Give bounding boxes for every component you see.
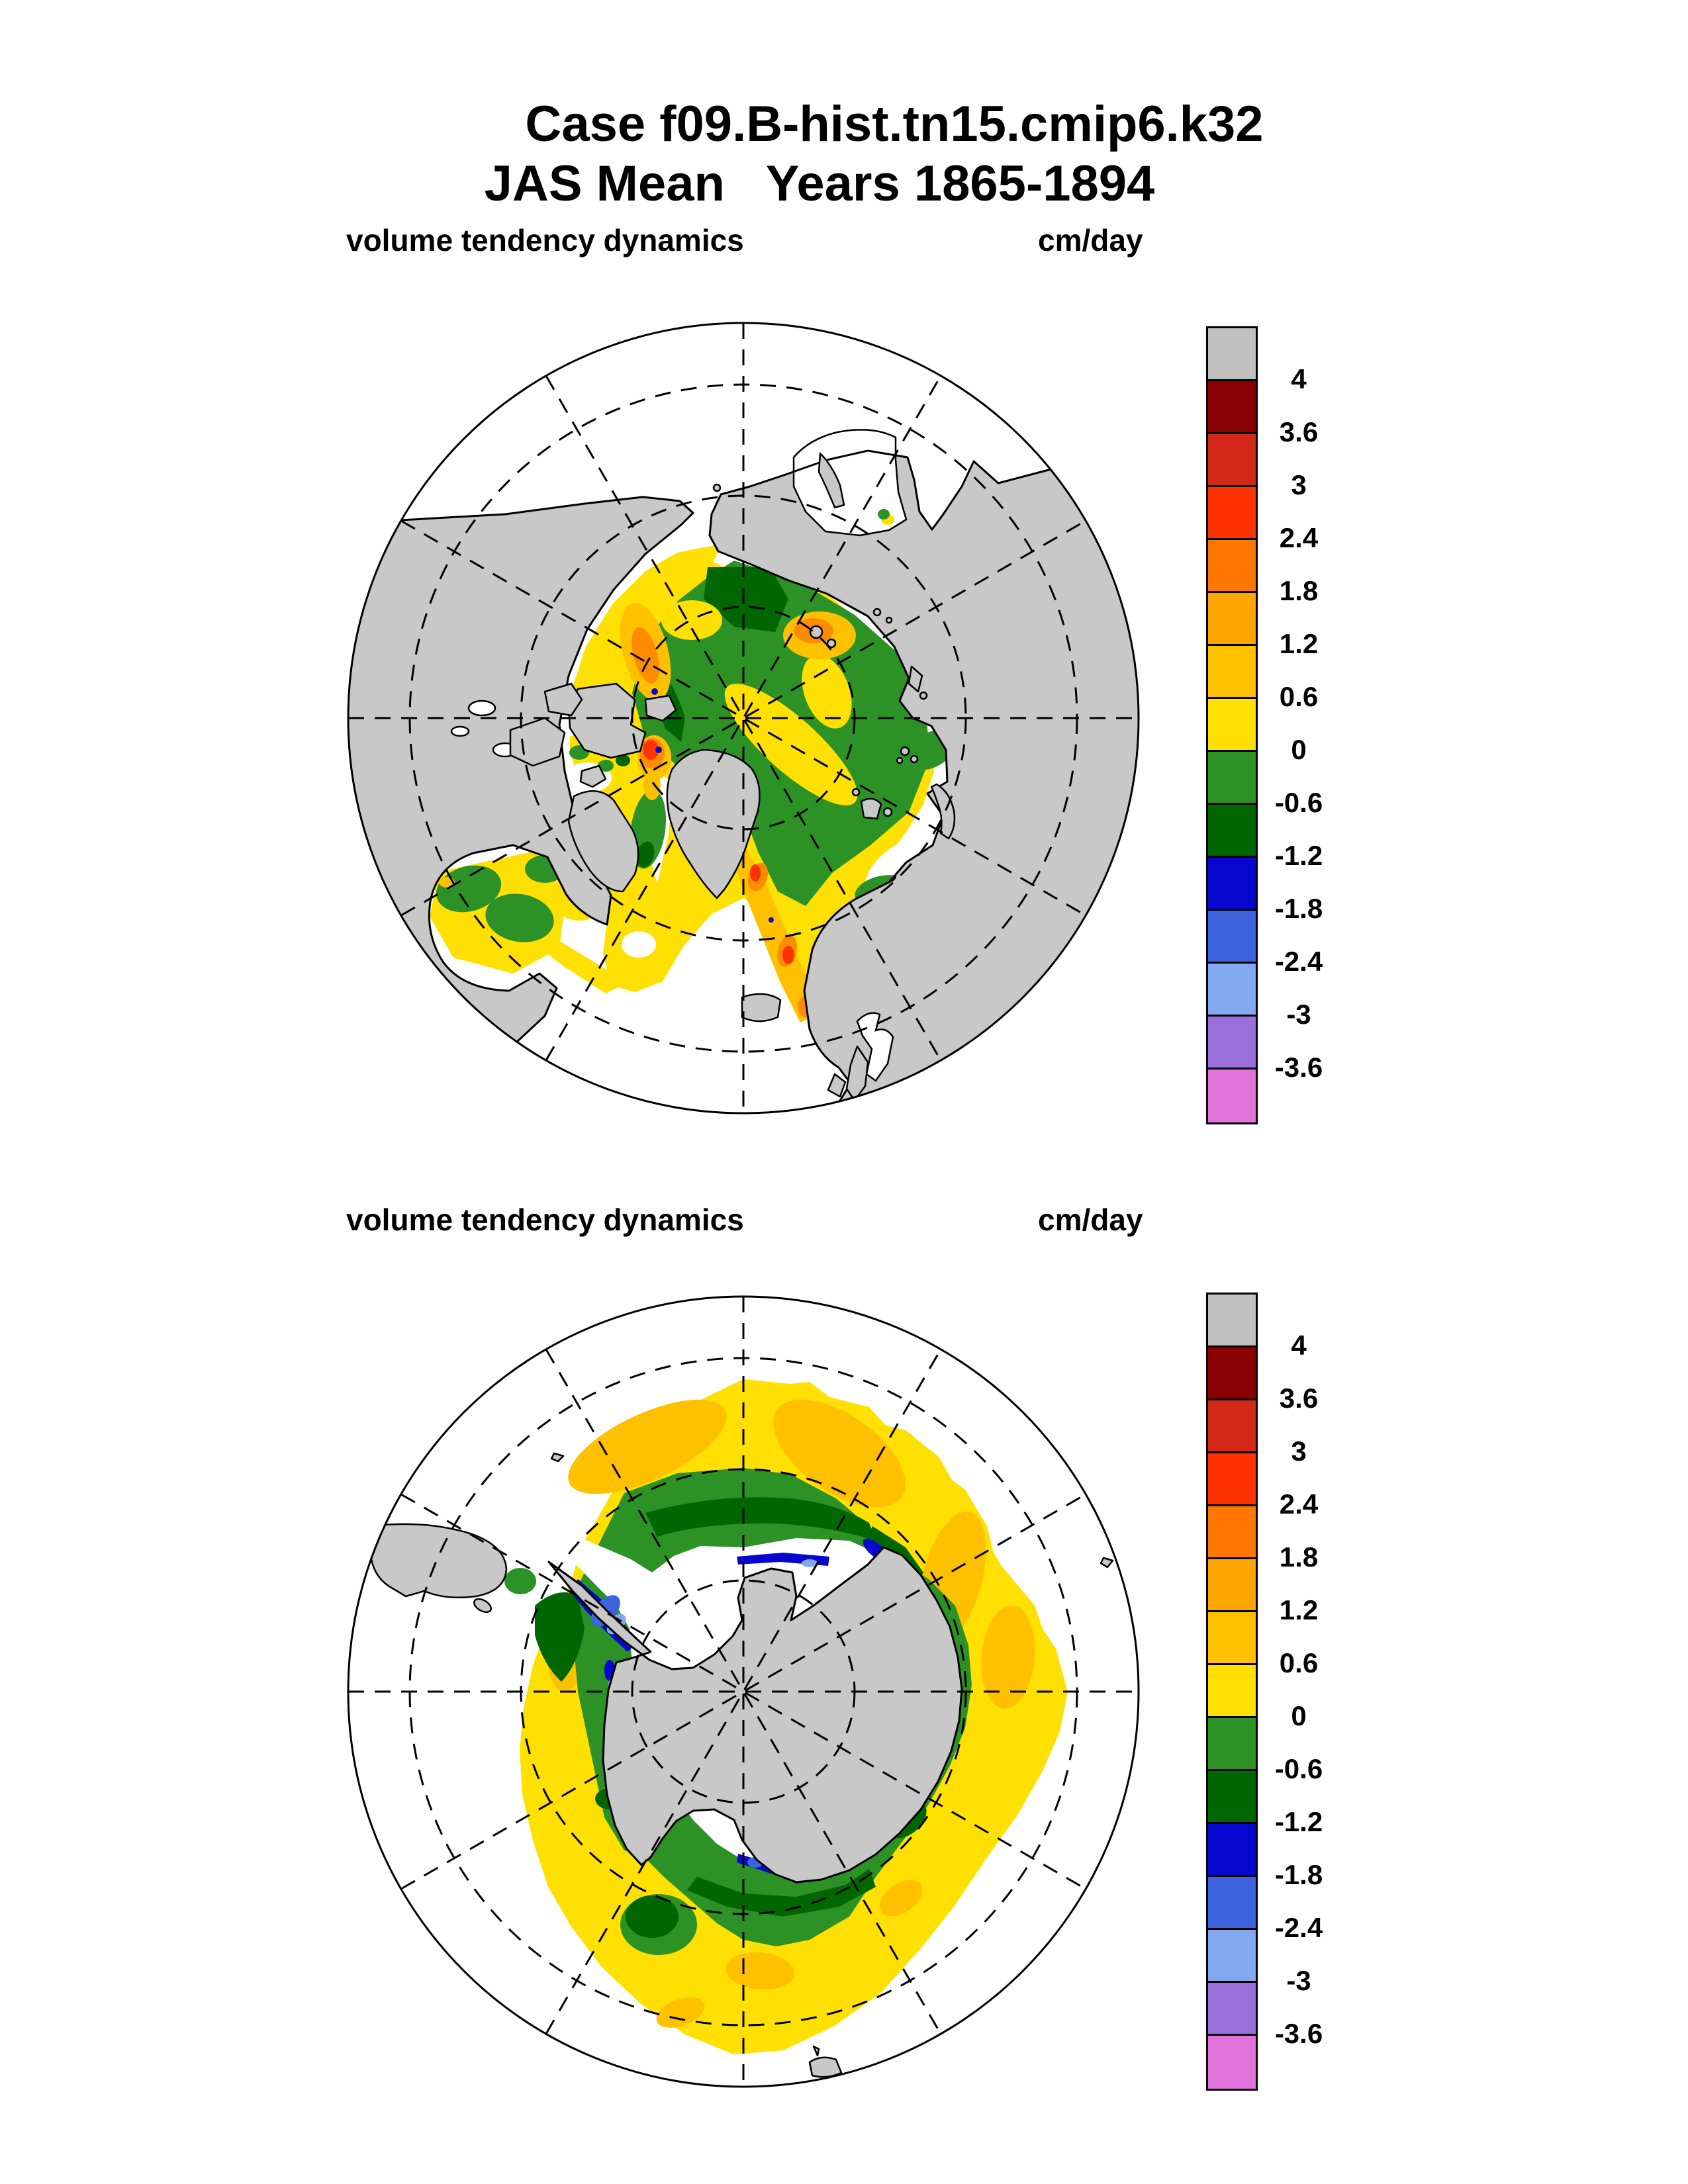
colorbar-south-labels <box>1252 1293 1345 2091</box>
colorbar-tick-label: 0 <box>1291 734 1307 765</box>
colorbar-south <box>1206 1293 1258 2091</box>
lake <box>469 701 495 715</box>
colorbar-cell <box>1208 752 1256 805</box>
colorbar-cell <box>1208 1930 1256 1983</box>
colorbar-tick-label: 1.2 <box>1279 628 1319 659</box>
svalbard-islet <box>884 808 892 816</box>
tasmania <box>810 2058 841 2077</box>
colorbar-cell <box>1208 964 1256 1017</box>
colorbar-tick-label: 0 <box>1291 1700 1307 1731</box>
colorbar-cell <box>1208 1506 1256 1559</box>
colorbar-cell <box>1208 1771 1256 1824</box>
south-polar-map <box>346 1295 1141 2089</box>
baffin-gold-tail <box>643 771 661 800</box>
colorbar-tick-label: -3 <box>1286 1965 1311 1996</box>
colorbar-tick-label: 2.4 <box>1279 1488 1319 1520</box>
se-greenland-red <box>750 864 761 882</box>
colorbar-tick-label: 0.6 <box>1279 681 1319 712</box>
colorbar-cell <box>1208 911 1256 964</box>
panel2-units-label: cm/day <box>1038 1203 1143 1237</box>
colorbar-cell <box>1208 1069 1256 1122</box>
yellow-notch <box>661 600 722 640</box>
colorbar-cell <box>1208 487 1256 540</box>
colorbar-tick-label: 4 <box>1291 1330 1307 1361</box>
panel1-variable-label: volume tendency dynamics <box>346 223 744 257</box>
colorbar-tick-label: -0.6 <box>1274 787 1323 818</box>
colorbar-cell <box>1208 1718 1256 1771</box>
blue-speck <box>769 917 774 923</box>
colorbar-cell <box>1208 1295 1256 1347</box>
new-siberian-islands <box>886 617 892 623</box>
colorbar-cell <box>1208 858 1256 911</box>
colorbar-cell <box>1208 540 1256 593</box>
colorbar-cell <box>1208 1665 1256 1718</box>
north-polar-map <box>346 321 1141 1115</box>
colorbar-cell <box>1208 434 1256 487</box>
davis-strait-white <box>622 931 656 958</box>
colorbar-cell <box>1208 593 1256 646</box>
colorbar-tick-label: -1.2 <box>1274 1806 1323 1837</box>
colorbar-north-labels <box>1252 326 1345 1124</box>
okhotsk-ice-green <box>878 509 890 520</box>
south-map-layers <box>348 1297 1139 2087</box>
colorbar-cell <box>1208 381 1256 434</box>
colorbar-tick-label: -1.2 <box>1274 840 1323 871</box>
iceland <box>742 994 780 1021</box>
lake <box>451 727 469 736</box>
north-map-layers <box>348 322 1139 1115</box>
franz-josef-land <box>901 747 909 755</box>
colorbar-cell <box>1208 1824 1256 1877</box>
colorbar-cell <box>1208 1453 1256 1506</box>
colorbar-tick-label: 3.6 <box>1279 416 1319 447</box>
wrangel-island <box>810 626 822 638</box>
colorbar-north <box>1206 326 1258 1124</box>
colorbar-cell <box>1208 805 1256 858</box>
colorbar-tick-label: -3.6 <box>1274 1052 1323 1083</box>
blue-speck <box>655 747 662 753</box>
colorbar-tick-label: 1.8 <box>1279 1541 1319 1572</box>
colorbar-cell <box>1208 1017 1256 1069</box>
colorbar-tick-label: 1.2 <box>1279 1594 1319 1625</box>
svalbard-islet <box>853 789 859 796</box>
colorbar-cell <box>1208 2036 1256 2089</box>
colorbar-tick-label: -1.8 <box>1274 1859 1323 1890</box>
panel1-units-label: cm/day <box>1038 223 1143 257</box>
colorbar-tick-label: 0.6 <box>1279 1647 1319 1678</box>
page-subtitle: JAS Mean Years 1865-1894 <box>484 156 1155 212</box>
franz-josef-land <box>897 758 902 763</box>
colorbar-tick-label: -1.8 <box>1274 893 1323 924</box>
colorbar-tick-label: -2.4 <box>1274 1912 1323 1943</box>
colorbar-tick-label: 3.6 <box>1279 1383 1319 1414</box>
green-islet-blob <box>504 1568 536 1594</box>
colorbar-tick-label: 2.4 <box>1279 522 1319 553</box>
colorbar-tick-label: 3 <box>1291 1435 1307 1467</box>
franz-josef-land <box>911 756 917 762</box>
panel2-variable-label: volume tendency dynamics <box>346 1203 744 1237</box>
colorbar-tick-label: -2.4 <box>1274 946 1323 977</box>
colorbar-cell <box>1208 328 1256 381</box>
colorbar-tick-label: 4 <box>1291 363 1307 394</box>
svalbard <box>861 799 881 819</box>
colorbar-cell <box>1208 1612 1256 1665</box>
se-greenland-red <box>782 946 794 964</box>
colorbar-tick-label: -0.6 <box>1274 1753 1323 1784</box>
st-lawrence-island <box>714 484 720 491</box>
colorbar-tick-label: -3.6 <box>1274 2018 1323 2049</box>
colorbar-cell <box>1208 1347 1256 1400</box>
dark-green-sw-blob <box>626 1895 679 1938</box>
colorbar-cell <box>1208 1877 1256 1930</box>
colorbar-cell <box>1208 1983 1256 2036</box>
page-title: Case f09.B-hist.tn15.cmip6.k32 <box>525 96 1264 152</box>
colorbar-tick-label: 1.8 <box>1279 575 1319 606</box>
colorbar-cell <box>1208 1400 1256 1453</box>
new-siberian-islands <box>874 609 880 615</box>
blue-speck <box>651 688 658 695</box>
colorbar-tick-label: -3 <box>1286 999 1311 1030</box>
colorbar-cell <box>1208 646 1256 699</box>
severnaya-zemlya <box>920 692 927 699</box>
colorbar-cell <box>1208 1559 1256 1612</box>
colorbar-cell <box>1208 699 1256 752</box>
colorbar-tick-label: 3 <box>1291 469 1307 500</box>
